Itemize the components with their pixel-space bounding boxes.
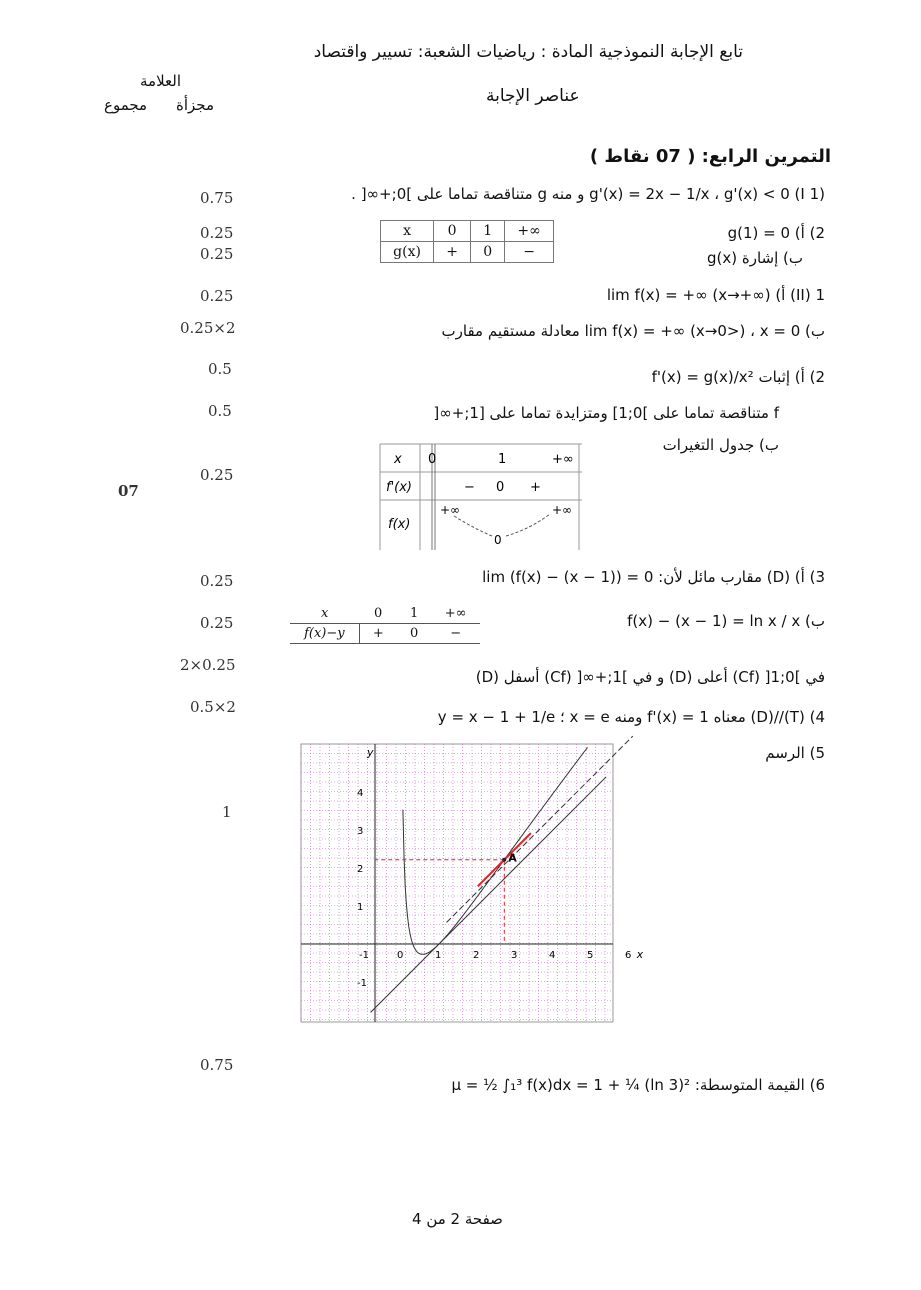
- point-a-label: A: [508, 851, 517, 865]
- cell: g(x): [381, 242, 434, 263]
- x-tick-label: -1: [359, 950, 369, 961]
- function-graph: [301, 744, 644, 1022]
- cell: −: [505, 242, 554, 263]
- vt-cell: 0: [494, 533, 502, 547]
- header-line: تابع الإجابة النموذجية المادة : رياضيات الشعبة: تسيير واقتصاد: [313, 42, 743, 62]
- cell: f(x)−y: [290, 624, 359, 644]
- row-mark: 0.25: [200, 572, 234, 590]
- row-text: 6) القيمة المتوسطة: μ = ½ ∫₁³ f(x)dx = 1 + ¼ (ln 3)²: [451, 1076, 825, 1094]
- y-axis-label: y: [367, 746, 374, 759]
- row-text: 5) الرسم: [765, 744, 825, 762]
- row-mark: 0.75: [200, 1056, 234, 1074]
- grade-partial-label: مجزأة: [176, 96, 215, 114]
- row-mark: 1: [222, 803, 232, 821]
- row-text: II) 1) أ) lim f(x) = +∞ (x→+∞): [606, 286, 825, 304]
- y-tick-label: 1: [357, 902, 364, 913]
- y-tick-label: -1: [357, 978, 367, 989]
- row-text: 2) أ) إثبات f'(x) = g(x)/x²: [651, 368, 825, 386]
- row-text: ب) lim f(x) = +∞ (x→0>) ، x = 0 معادلة مستقيم مقارب: [441, 322, 825, 340]
- vt-cell: +∞: [552, 503, 573, 517]
- x-tick-label: 1: [435, 950, 442, 961]
- row-mark: 0.5×2: [190, 698, 236, 716]
- row-mark: 0.25: [200, 614, 234, 632]
- row-mark: 0.25: [200, 224, 234, 242]
- row-text: f متناقصة تماما على ]0;1] ومتزايدة تماما على [1;+∞[: [433, 404, 779, 422]
- y-tick-label: 4: [357, 788, 364, 799]
- vt-cell: +∞: [440, 503, 461, 517]
- x-tick-label: 6: [625, 950, 632, 961]
- vt-cell: +: [530, 480, 541, 495]
- cell: 1: [471, 221, 505, 242]
- row-mark: 0.25×2: [180, 319, 236, 337]
- y-tick-label: 2: [357, 864, 364, 875]
- row-text: ب) f(x) − (x − 1) = ln x / x: [627, 612, 825, 630]
- vt-cell: 0: [496, 480, 505, 495]
- x-tick-label: 0: [397, 950, 404, 961]
- cell: 0: [409, 626, 419, 641]
- row-mark: 0.25: [200, 466, 234, 484]
- vt-label: x: [394, 452, 402, 467]
- g-sign-table: [380, 220, 554, 263]
- vt-label: f'(x): [386, 480, 412, 495]
- cell: +∞: [505, 221, 554, 242]
- cell: x: [320, 606, 329, 621]
- cell: x: [381, 221, 434, 242]
- row-text: ب) إشارة g(x): [706, 249, 803, 267]
- position-sign-table: [290, 604, 480, 644]
- y-tick-label: 3: [357, 826, 364, 837]
- cell: 0: [471, 242, 505, 263]
- x-tick-label: 4: [549, 950, 556, 961]
- cell: +∞: [444, 606, 467, 621]
- x-tick-label: 2: [473, 950, 480, 961]
- cell: +: [372, 626, 384, 641]
- point-a: [502, 858, 506, 862]
- row-text: 3) أ) (D) مقارب مائل لأن: lim (f(x) − (x − 1)) = 0: [482, 568, 825, 586]
- row-text: في ]0;1[ (Cf) أعلى (D) و في ]1;+∞[ (Cf) أسفل (D): [475, 668, 825, 686]
- vt-cell: 0: [428, 452, 437, 467]
- cell: −: [450, 626, 462, 641]
- row-mark: 0.5: [208, 360, 232, 378]
- grade-total-label: مجموع: [104, 96, 148, 114]
- row-text: (I 1) g'(x) = 2x − 1/x ، g'(x) < 0 و منه g متناقصة تماما على ]0;+∞[ .: [351, 185, 825, 203]
- vt-label: f(x): [388, 517, 411, 532]
- graph-frame: [301, 744, 613, 1022]
- vt-cell: +∞: [552, 452, 574, 467]
- cell: 0: [373, 606, 383, 621]
- cell: 1: [409, 606, 419, 621]
- row-text: ب) جدول التغيرات: [662, 436, 779, 454]
- row-text: 2) أ) g(1) = 0: [727, 224, 825, 242]
- row-mark: 0.75: [200, 189, 234, 207]
- cell: 0: [434, 221, 471, 242]
- row-text: 4) (T)//(D) معناه f'(x) = 1 ومنه x = e ؛ y = x − 1 + 1/e: [437, 708, 825, 726]
- x-axis-label: x: [636, 948, 644, 961]
- cell: +: [434, 242, 471, 263]
- row-mark: 0.5: [208, 402, 232, 420]
- x-tick-label: 3: [511, 950, 518, 961]
- decreasing-arrow: [454, 516, 492, 536]
- vt-cell: −: [464, 480, 475, 495]
- variation-table: [380, 444, 582, 550]
- grade-title: العلامة: [140, 72, 182, 90]
- exercise-title: التمرين الرابع: ( 07 نقاط ): [589, 146, 831, 167]
- row-mark: 2×0.25: [180, 656, 236, 674]
- total-mark: 07: [118, 482, 139, 500]
- section-title: عناصر الإجابة: [486, 86, 580, 106]
- row-mark: 0.25: [200, 245, 234, 263]
- row-mark: 0.25: [200, 287, 234, 305]
- increasing-arrow: [506, 514, 550, 536]
- vt-cell: 1: [498, 452, 507, 467]
- x-tick-label: 5: [587, 950, 594, 961]
- page-footer: صفحة 2 من 4: [412, 1210, 503, 1228]
